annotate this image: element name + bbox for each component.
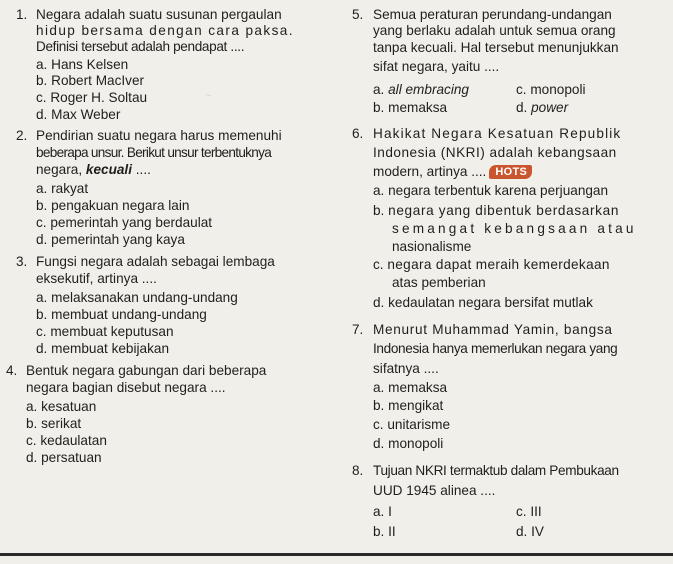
option-letter: b. bbox=[373, 524, 385, 539]
option-text: memaksa bbox=[388, 380, 448, 395]
question-5-option-d[interactable] bbox=[516, 100, 568, 116]
option-text: negara terbentuk karena perjuangan bbox=[388, 183, 609, 198]
question-2-stem-line-1: Pendirian suatu negara harus memenuhi bbox=[36, 128, 282, 143]
option-letter: c. bbox=[373, 257, 384, 272]
question-4-option-d[interactable] bbox=[26, 450, 102, 466]
question-7-stem-line-3: sifatnya .... bbox=[373, 361, 439, 376]
option-letter: b. bbox=[373, 203, 385, 218]
question-6-option-c[interactable] bbox=[373, 257, 610, 273]
option-text: monopoli bbox=[388, 436, 444, 451]
question-6-stem-line-1: Hakikat Negara Kesatuan Republik bbox=[373, 126, 622, 141]
question-8-option-a[interactable] bbox=[373, 504, 392, 520]
question-6-option-c-line-2: atas pemberian bbox=[392, 275, 486, 290]
option-text: IV bbox=[531, 524, 544, 539]
page-bottom-rule bbox=[0, 553, 673, 556]
question-3-option-b[interactable] bbox=[36, 307, 207, 323]
question-4-option-b[interactable] bbox=[26, 416, 81, 432]
option-text: pengakuan negara lain bbox=[51, 198, 190, 213]
option-letter: a. bbox=[373, 183, 385, 198]
option-letter: c. bbox=[36, 90, 47, 105]
option-letter: c. bbox=[26, 433, 37, 448]
option-text: rakyat bbox=[51, 181, 89, 196]
question-8-stem-line-2: UUD 1945 alinea .... bbox=[373, 483, 496, 498]
question-6-option-d[interactable] bbox=[373, 295, 593, 311]
question-8-number: 8. bbox=[352, 463, 364, 478]
question-8-option-c[interactable] bbox=[516, 504, 542, 520]
option-text: Hans Kelsen bbox=[51, 57, 129, 72]
option-letter: a. bbox=[373, 380, 385, 395]
question-5-stem-line-3: tanpa kecuali. Hal tersebut menunjukkan bbox=[373, 40, 619, 55]
option-letter: b. bbox=[36, 307, 48, 322]
question-7-stem-line-1: Menurut Muhammad Yamin, bangsa bbox=[373, 322, 613, 337]
option-text: I bbox=[388, 504, 392, 519]
stem-text: modern, artinya .... bbox=[373, 164, 487, 179]
option-letter: d. bbox=[516, 524, 528, 539]
option-letter: c. bbox=[516, 82, 527, 97]
option-letter: c. bbox=[36, 215, 47, 230]
emphasis-kecuali: kecuali bbox=[85, 162, 132, 177]
option-text: pemerintah yang berdaulat bbox=[50, 215, 213, 230]
option-text: III bbox=[530, 504, 542, 519]
question-6-option-b[interactable] bbox=[373, 203, 619, 219]
question-7-option-b[interactable] bbox=[373, 398, 443, 414]
question-3-number: 3. bbox=[16, 254, 28, 269]
question-1-stem-line-1: Negara adalah suatu susunan pergaulan bbox=[36, 7, 282, 22]
question-1-option-a[interactable] bbox=[36, 57, 128, 73]
question-7-option-d[interactable] bbox=[373, 436, 443, 452]
question-4-option-c[interactable] bbox=[26, 433, 107, 449]
question-3-option-d[interactable] bbox=[36, 341, 169, 357]
option-letter: d. bbox=[26, 450, 38, 465]
show-through-texture: ~ bbox=[205, 90, 212, 102]
question-5-option-c[interactable] bbox=[516, 82, 586, 98]
question-1-option-d[interactable] bbox=[36, 107, 120, 123]
option-letter: a. bbox=[36, 181, 48, 196]
question-5-option-a[interactable] bbox=[373, 82, 469, 98]
question-2-option-a[interactable] bbox=[36, 181, 88, 197]
option-text: negara yang dibentuk berdasarkan bbox=[388, 203, 620, 218]
question-2-stem-line-2: beberapa unsur. Berikut unsur terbentuknya bbox=[36, 145, 272, 160]
question-3-stem-line-1: Fungsi negara adalah sebagai lembaga bbox=[36, 254, 275, 269]
question-5-stem-line-2: yang berlaku adalah untuk semua orang bbox=[373, 23, 616, 38]
option-letter: c. bbox=[373, 417, 384, 432]
option-text: membuat keputusan bbox=[50, 324, 174, 339]
question-4-stem-line-2: negara bagian disebut negara .... bbox=[26, 380, 226, 395]
option-letter: b. bbox=[26, 416, 38, 431]
question-8-stem-line-1: Tujuan NKRI termaktub dalam Pembukaan bbox=[373, 463, 619, 478]
question-7-stem-line-2: Indonesia hanya memerlukan negara yang bbox=[373, 341, 618, 356]
option-letter: a. bbox=[36, 57, 48, 72]
question-7-option-a[interactable] bbox=[373, 380, 447, 396]
option-text: monopoli bbox=[530, 82, 586, 97]
option-text: persatuan bbox=[41, 450, 102, 465]
question-4-stem-line-1: Bentuk negara gabungan dari beberapa bbox=[26, 363, 267, 378]
option-letter: a. bbox=[36, 290, 48, 305]
option-letter: a. bbox=[26, 399, 38, 414]
option-text: mengikat bbox=[388, 398, 444, 413]
option-letter: b. bbox=[373, 398, 385, 413]
option-text: pemerintah yang kaya bbox=[51, 232, 185, 247]
option-letter: a. bbox=[373, 82, 385, 97]
question-7-number: 7. bbox=[352, 322, 364, 337]
option-letter: d. bbox=[373, 295, 385, 310]
option-text: unitarisme bbox=[387, 417, 451, 432]
option-letter: d. bbox=[516, 100, 528, 115]
question-2-option-b[interactable] bbox=[36, 198, 189, 214]
question-3-option-a[interactable] bbox=[36, 290, 238, 306]
option-text: II bbox=[388, 524, 396, 539]
question-6-stem-line-3 bbox=[373, 164, 532, 180]
question-1-stem-line-3: Definisi tersebut adalah pendapat .... bbox=[36, 39, 245, 54]
question-1-option-b[interactable] bbox=[36, 73, 144, 89]
question-4-option-a[interactable] bbox=[26, 399, 96, 415]
question-3-option-c[interactable] bbox=[36, 324, 174, 340]
question-6-option-b-line-2: semangat kebangsaan atau bbox=[392, 221, 637, 236]
option-letter: d. bbox=[373, 436, 385, 451]
option-text: kesatuan bbox=[41, 399, 97, 414]
option-text: kedaulatan bbox=[40, 433, 107, 448]
option-text: memaksa bbox=[388, 100, 448, 115]
option-text: Robert MacIver bbox=[51, 73, 145, 88]
option-letter: b. bbox=[373, 100, 385, 115]
option-letter: d. bbox=[36, 232, 48, 247]
option-text: membuat kebijakan bbox=[51, 341, 170, 356]
stem-text: negara, bbox=[36, 162, 86, 177]
question-2-number: 2. bbox=[16, 128, 28, 143]
option-letter: a. bbox=[373, 504, 385, 519]
option-letter: b. bbox=[36, 198, 48, 213]
question-2-option-d[interactable] bbox=[36, 232, 185, 248]
option-text: melaksanakan undang-undang bbox=[51, 290, 238, 305]
option-text: Roger H. Soltau bbox=[50, 90, 148, 105]
question-8-option-d[interactable] bbox=[516, 524, 544, 540]
question-6-stem-line-2: Indonesia (NKRI) adalah kebangsaan bbox=[373, 145, 617, 160]
stem-ellipsis: .... bbox=[132, 162, 151, 177]
option-letter: c. bbox=[516, 504, 527, 519]
question-5-option-b[interactable] bbox=[373, 100, 447, 116]
option-letter: c. bbox=[36, 324, 47, 339]
question-8-option-b[interactable] bbox=[373, 524, 396, 540]
option-text: power bbox=[531, 100, 569, 115]
hots-badge: HOTS bbox=[489, 165, 532, 179]
question-6-option-b-line-3: nasionalisme bbox=[392, 239, 472, 254]
question-1-number: 1. bbox=[16, 7, 28, 22]
question-6-option-a[interactable] bbox=[373, 183, 608, 199]
question-7-option-c[interactable] bbox=[373, 417, 450, 433]
option-text: negara dapat meraih kemerdekaan bbox=[387, 257, 610, 272]
option-letter: d. bbox=[36, 341, 48, 356]
question-1-stem-line-2: hidup bersama dengan cara paksa. bbox=[36, 23, 294, 38]
question-1-option-c[interactable] bbox=[36, 90, 147, 106]
question-4-number: 4. bbox=[6, 363, 18, 378]
question-5-number: 5. bbox=[352, 7, 364, 22]
option-text: kedaulatan negara bersifat mutlak bbox=[388, 295, 593, 310]
question-5-stem-line-4: sifat negara, yaitu .... bbox=[373, 59, 500, 74]
question-2-stem-line-3 bbox=[36, 162, 151, 178]
option-text: Max Weber bbox=[51, 107, 121, 122]
option-text: all embracing bbox=[388, 82, 469, 97]
question-5-stem-line-1: Semua peraturan perundang-undangan bbox=[373, 7, 612, 22]
option-text: membuat undang-undang bbox=[51, 307, 207, 322]
question-3-stem-line-2: eksekutif, artinya .... bbox=[36, 271, 157, 286]
question-2-option-c[interactable] bbox=[36, 215, 212, 231]
question-6-number: 6. bbox=[352, 126, 364, 141]
option-letter: b. bbox=[36, 73, 48, 88]
option-letter: d. bbox=[36, 107, 48, 122]
option-text: serikat bbox=[41, 416, 82, 431]
